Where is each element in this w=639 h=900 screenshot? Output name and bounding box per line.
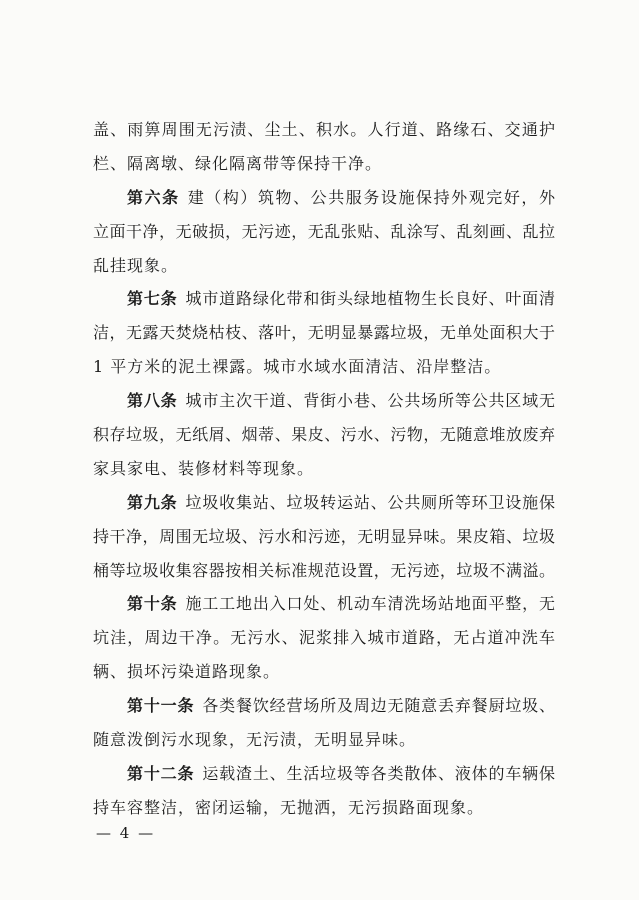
text-line	[93, 587, 555, 621]
article-text: 城市道路绿化带和街头绿地植物生长良好、叶面清	[185, 289, 555, 309]
text-line: 家具家电、装修材料等现象。	[93, 458, 315, 478]
text-line: 洁，无露天焚烧枯枝、落叶，无明显暴露垃圾，无单处面积大于	[93, 323, 555, 343]
article-text: 垃圾收集站、垃圾转运站、公共厕所等环卫设施保	[185, 492, 555, 512]
article-heading: 第六条	[127, 187, 180, 207]
article-9	[93, 486, 555, 588]
article-8	[93, 384, 555, 486]
article-heading: 第十条	[127, 594, 178, 614]
text-line: 桶等垃圾收集容器按相关标准规范设置，无污迹，垃圾不满溢。	[93, 560, 555, 580]
article-heading: 第十二条	[127, 763, 195, 783]
article-heading: 第十一条	[127, 696, 195, 716]
article-6	[93, 181, 555, 283]
text-line	[93, 757, 555, 791]
text-line: 持车容整洁，密闭运输，无抛洒，无污损路面现象。	[93, 797, 485, 817]
text-line: 立面干净，无破损，无污迹，无乱张贴、乱涂写、乱刻画、乱拉	[93, 221, 555, 241]
article-12	[93, 757, 555, 825]
text-line	[93, 282, 555, 316]
text-line	[93, 384, 555, 418]
article-heading: 第八条	[127, 391, 178, 411]
article-heading: 第九条	[127, 492, 178, 512]
article-10	[93, 587, 555, 689]
article-text: 建（构）筑物、公共服务设施保持外观完好，外	[187, 187, 555, 207]
page-number: — 4 —	[96, 824, 156, 842]
text-line: 1 平方米的泥土裸露。城市水域水面清洁、沿岸整洁。	[93, 357, 502, 377]
text-line: 乱挂现象。	[93, 255, 179, 275]
document-body	[93, 113, 555, 825]
text-line: 栏、隔离墩、绿化隔离带等保持干净。	[93, 153, 383, 173]
text-line: 持干净，周围无垃圾、污水和污迹，无明显异味。果皮箱、垃圾	[93, 526, 555, 546]
article-7	[93, 282, 555, 384]
continuation-paragraph	[93, 113, 555, 181]
text-line	[93, 181, 555, 215]
article-11	[93, 689, 555, 757]
text-line	[93, 689, 555, 723]
article-text: 各类餐饮经营场所及周边无随意丢弃餐厨垃圾、	[202, 696, 555, 716]
article-heading: 第七条	[127, 289, 178, 309]
text-line: 随意泼倒污水现象，无污渍，无明显异味。	[93, 730, 417, 750]
text-line: 辆、损坏污染道路现象。	[93, 662, 281, 682]
text-line	[93, 486, 555, 520]
text-line: 积存垃圾，无纸屑、烟蒂、果皮、污水、污物，无随意堆放废弃	[93, 425, 555, 445]
text-line: 坑洼，周边干净。无污水、泥浆排入城市道路，无占道冲洗车	[93, 628, 555, 648]
article-text: 施工工地出入口处、机动车清洗场站地面平整，无	[185, 594, 555, 614]
text-line: 盖、雨箅周围无污渍、尘土、积水。人行道、路缘石、交通护	[93, 120, 555, 139]
article-text: 城市主次干道、背街小巷、公共场所等公共区域无	[185, 391, 555, 411]
article-text: 运载渣土、生活垃圾等各类散体、液体的车辆保	[202, 763, 555, 783]
